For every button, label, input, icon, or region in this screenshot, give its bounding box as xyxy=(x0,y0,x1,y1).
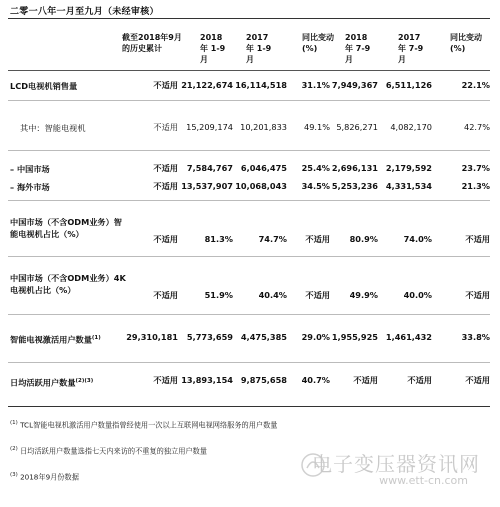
header-col-4: 同比变动 (%) xyxy=(302,33,334,53)
row-label-footnote-mark: (2)(3) xyxy=(75,378,94,384)
table-cell: 1,955,925 xyxy=(331,332,378,342)
table-cell: 7,949,367 xyxy=(331,80,378,90)
table-cell: 22.1% xyxy=(461,80,490,90)
table-cell: 4,082,170 xyxy=(390,122,432,132)
footnote-3-mark: (3) xyxy=(10,472,18,478)
table-cell: 不适用 xyxy=(407,375,432,385)
table-cell: 4,475,385 xyxy=(240,332,287,342)
row-label xyxy=(10,163,160,175)
footnote-2 xyxy=(10,446,207,456)
row-label-text: 中国市场（不含ODM业务）智能电视机占比（%） xyxy=(10,217,122,239)
table-cell: 13,537,907 xyxy=(181,181,233,191)
table-cell: 2,696,131 xyxy=(331,163,378,173)
table-cell: 不适用 xyxy=(353,375,378,385)
table-cell: 40.7% xyxy=(301,375,330,385)
table-cell: 80.9% xyxy=(349,234,378,244)
table-cell: 4,331,534 xyxy=(385,181,432,191)
footnote-3 xyxy=(10,472,79,482)
row-label xyxy=(10,80,160,92)
table-cell: 不适用 xyxy=(465,234,490,244)
table-cell: 不适用 xyxy=(153,181,178,191)
table-cell: 不适用 xyxy=(153,80,178,90)
header-col-3: 2017年 1-9月 xyxy=(246,33,272,64)
row-divider xyxy=(8,362,490,363)
table-cell: 25.4% xyxy=(301,163,330,173)
footer-rule xyxy=(8,406,490,407)
header-col-5: 2018年 7-9月 xyxy=(345,33,371,64)
header-col-1: 截至2018年9月的历史累计 xyxy=(122,33,182,53)
table-cell: 5,773,659 xyxy=(186,332,233,342)
table-cell: 34.5% xyxy=(301,181,330,191)
table-cell: 15,209,174 xyxy=(186,122,233,132)
table-cell: 21.3% xyxy=(461,181,490,191)
row-label-text: 其中：智能电视机 xyxy=(20,123,86,133)
header-col-2: 2018年 1-9月 xyxy=(200,33,226,64)
table-cell: 6,511,126 xyxy=(385,80,432,90)
watermark-url: www.ett-cn.com xyxy=(379,474,468,487)
table-cell: 不适用 xyxy=(153,375,178,385)
top-rule xyxy=(8,18,490,19)
table-cell: 1,461,432 xyxy=(385,332,432,342)
table-cell: 16,114,518 xyxy=(235,80,287,90)
table-cell: 5,826,271 xyxy=(336,122,378,132)
table-cell: 10,068,043 xyxy=(235,181,287,191)
row-label-text: LCD电视机销售量 xyxy=(10,81,78,91)
table-cell: 不适用 xyxy=(153,163,178,173)
row-label-text: 中国市场（不含ODM业务）4K电视机占比（%） xyxy=(10,273,126,295)
row-divider xyxy=(8,100,490,101)
table-cell: 21,122,674 xyxy=(181,80,233,90)
table-cell: 33.8% xyxy=(461,332,490,342)
row-label xyxy=(10,181,160,193)
table-cell: 不适用 xyxy=(153,290,178,300)
table-cell: 不适用 xyxy=(305,290,330,300)
table-cell: 13,893,154 xyxy=(181,375,233,385)
table-cell: 29,310,181 xyxy=(126,332,178,342)
header-col-6: 2017年 7-9月 xyxy=(398,33,424,64)
row-label xyxy=(10,272,128,296)
row-label xyxy=(10,375,160,389)
row-label-text: 智能电视激活用户数量 xyxy=(10,334,92,345)
row-divider xyxy=(8,256,490,257)
watermark-text: 电子变压器资讯网 xyxy=(312,452,480,476)
table-cell: 6,046,475 xyxy=(240,163,287,173)
table-cell: 51.9% xyxy=(204,290,233,300)
table-cell: 7,584,767 xyxy=(186,163,233,173)
table-cell: 42.7% xyxy=(463,122,490,132)
page-title: 二零一八年一月至九月（未经审核） xyxy=(10,7,159,17)
table-cell: 74.7% xyxy=(258,234,287,244)
header-col-7: 同比变动 (%) xyxy=(450,33,482,53)
row-label xyxy=(10,216,128,240)
table-cell: 49.1% xyxy=(303,122,330,132)
row-label-text: – 海外市场 xyxy=(10,182,50,192)
table-cell: 不适用 xyxy=(465,375,490,385)
header-rule xyxy=(8,70,490,71)
row-divider xyxy=(8,200,490,201)
table-cell: 5,253,236 xyxy=(331,181,378,191)
table-cell: 9,875,658 xyxy=(240,375,287,385)
row-label-text: 日均活跃用户数量 xyxy=(10,377,76,388)
row-label-text: – 中国市场 xyxy=(10,164,50,174)
table-cell: 40.4% xyxy=(258,290,287,300)
table-cell: 不适用 xyxy=(153,234,178,244)
table-cell: 2,179,592 xyxy=(385,163,432,173)
table-cell: 不适用 xyxy=(465,290,490,300)
table-cell: 49.9% xyxy=(349,290,378,300)
footnote-1 xyxy=(10,420,277,430)
table-cell: 不适用 xyxy=(153,122,178,132)
table-cell: 31.1% xyxy=(301,80,330,90)
table-cell: 不适用 xyxy=(305,234,330,244)
table-cell: 40.0% xyxy=(403,290,432,300)
row-label-footnote-mark: (1) xyxy=(91,335,101,341)
table-cell: 23.7% xyxy=(461,163,490,173)
footnote-1-text: TCL智能电视机激活用户数量指曾经使用一次以上互联网电视网络服务的用户数量 xyxy=(20,420,278,430)
footnote-3-text: 2018年9月份数据 xyxy=(20,472,79,482)
table-cell: 81.3% xyxy=(204,234,233,244)
table-cell: 29.0% xyxy=(301,332,330,342)
row-label xyxy=(20,122,170,134)
footnote-2-text: 日均活跃用户数量选指七天内来访的不重复的独立用户数量 xyxy=(20,446,207,456)
table-cell: 74.0% xyxy=(403,234,432,244)
footnote-2-mark: (2) xyxy=(10,446,18,452)
footnote-1-mark: (1) xyxy=(10,420,18,426)
row-divider xyxy=(8,150,490,151)
row-divider xyxy=(8,314,490,315)
table-cell: 10,201,833 xyxy=(240,122,287,132)
